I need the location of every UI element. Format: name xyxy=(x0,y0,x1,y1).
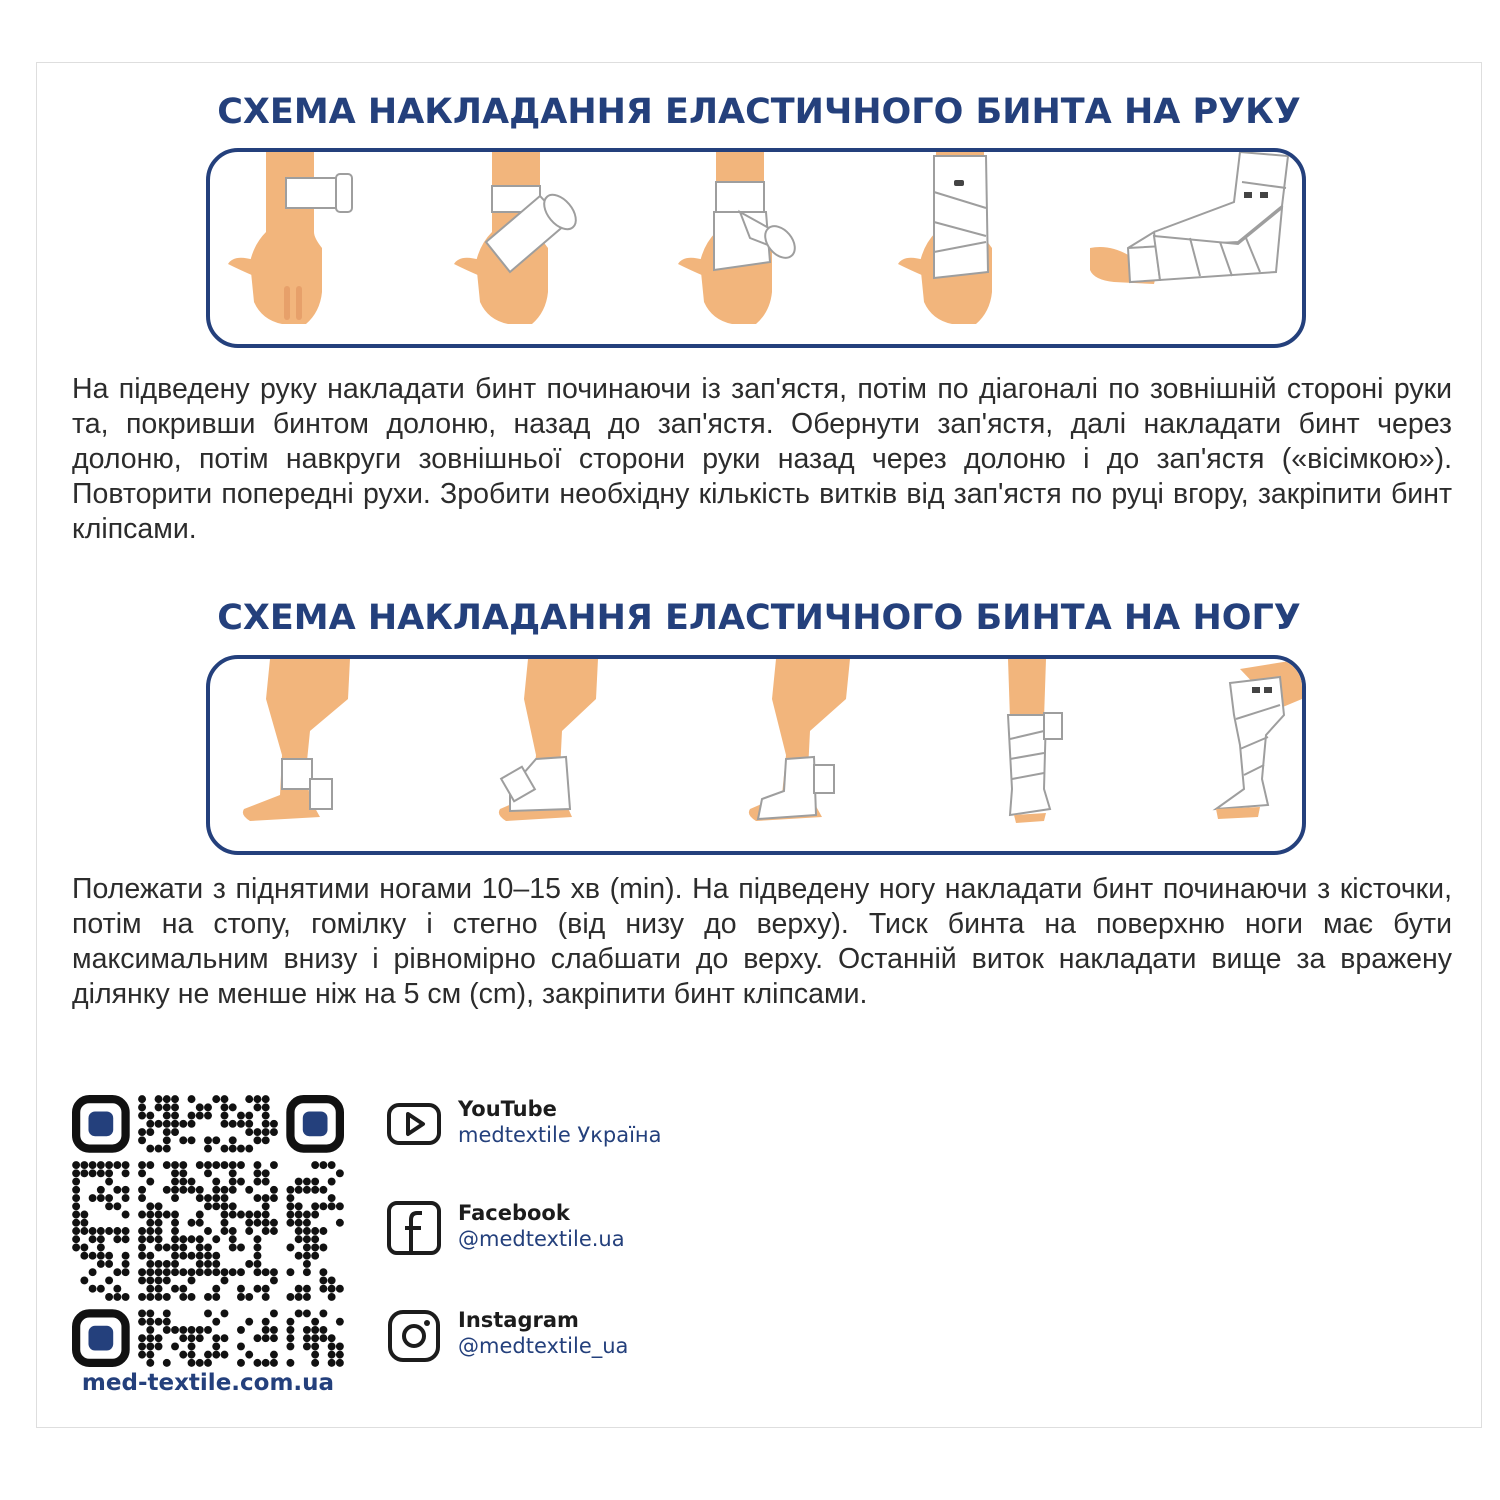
youtube-label: YouTube xyxy=(458,1097,557,1121)
youtube-icon xyxy=(386,1097,442,1153)
leg-instructions-text: Полежати з піднятими ногами 10–15 хв (min). На підведену ногу накладати бинт починаючи з кісточки, потім на стопу, гомілку і стегно (від низу до верху). Тиск бинта на поверхню ноги має бути максимальним внизу і рівномірно слабшати до верху. Останній виток накладати вище за вражену ділянку не менше ніж на 5 см (cm), закріпити бинт кліпсами. xyxy=(72,873,1452,1010)
facebook-handle: @medtextile.ua xyxy=(458,1227,625,1251)
leg-step-4-illustration xyxy=(1008,659,1062,823)
instagram-label: Instagram xyxy=(458,1308,579,1332)
leg-step-1-illustration xyxy=(243,659,350,821)
leg-illustration-panel xyxy=(206,655,1306,855)
instagram-handle: @medtextile_ua xyxy=(458,1334,629,1358)
arm-section-title: СХЕМА НАКЛАДАННЯ ЕЛАСТИЧНОГО БИНТА НА РУКУ xyxy=(217,92,1301,132)
arm-instructions-text: На підведену руку накладати бинт починаючи із зап'ястя, потім по діагоналі по зовнішній стороні руки та, покривши бинтом долоню, назад до зап'ястя. Обернути зап'ястя, далі накладати бинт через долоню, потім навкруги зовнішньої сторони руки назад через долоню і до зап'ястя («вісімкою»). Повторити попередні рухи. Зробити необхідну кількість витків від зап'ястя по руці вгору, закріпити бинт кліпсами. xyxy=(72,373,1452,545)
leg-section-title: СХЕМА НАКЛАДАННЯ ЕЛАСТИЧНОГО БИНТА НА НОГУ xyxy=(217,598,1301,638)
leg-step-2-illustration xyxy=(499,659,598,821)
arm-step-2-illustration xyxy=(454,152,582,324)
facebook-icon xyxy=(386,1201,442,1257)
facebook-label: Facebook xyxy=(458,1201,570,1225)
arm-illustration-panel xyxy=(206,148,1306,348)
arm-step-5-illustration xyxy=(1090,152,1288,284)
arm-step-3-illustration xyxy=(678,152,801,324)
qr-code[interactable] xyxy=(72,1095,344,1367)
youtube-handle: medtextile Україна xyxy=(458,1123,662,1147)
instagram-icon xyxy=(386,1308,442,1364)
website-link[interactable]: med-textile.com.ua xyxy=(81,1370,335,1396)
leg-step-3-illustration xyxy=(749,659,850,821)
leg-step-5-illustration xyxy=(1216,659,1302,819)
arm-step-1-illustration xyxy=(228,152,352,324)
arm-step-4-illustration xyxy=(898,152,992,324)
